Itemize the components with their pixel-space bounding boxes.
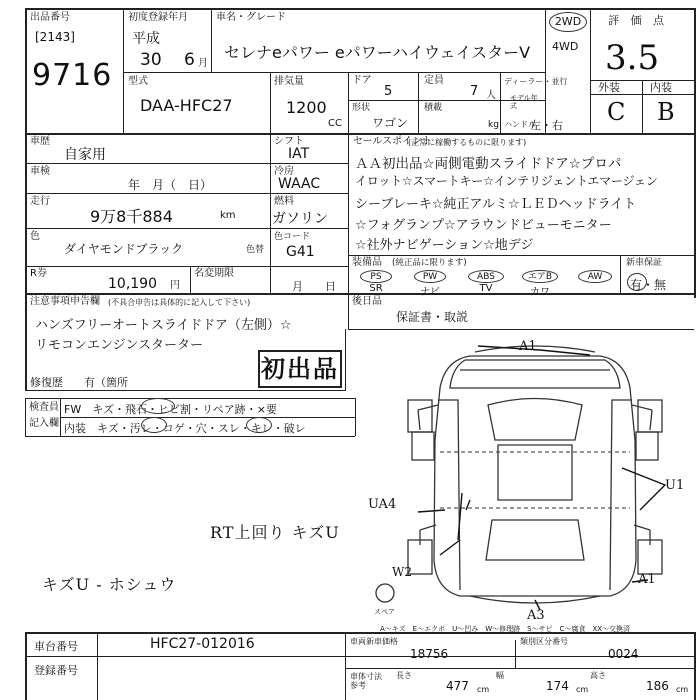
color-code-label: 色コード [274, 232, 311, 242]
inspector-label: 記入欄 [29, 418, 59, 429]
registration-label: 初度登録年月 [128, 12, 188, 23]
mark-a3: A3 [527, 608, 545, 623]
lot-number: 9716 [32, 58, 113, 93]
lot-bracket: [2143] [35, 30, 75, 44]
chassis-value: HFC27-012016 [150, 636, 255, 652]
handle-value: 左・右 [530, 119, 563, 132]
lot-label: 出品番号 [30, 12, 70, 23]
accessories-label: 後日品 [352, 296, 382, 307]
doors-value: 5 [384, 84, 393, 99]
inspector-fw-row: FW キズ・飛石・ヒビ割・リペア跡・×要 [64, 403, 277, 416]
sales-point-line: ☆社外ナビゲーション☆地デジ [355, 238, 534, 253]
name-change-value: 月 日 [292, 280, 336, 293]
model-name-label: 車名・グレード [216, 12, 286, 23]
registration-year: 30 [140, 50, 162, 70]
handwritten-left-note: キズU - ホシュウ [42, 575, 177, 594]
equip-leather: カワ [530, 287, 550, 298]
interior-label: 内装 [650, 81, 672, 94]
mark-a1-top: A1 [519, 339, 537, 354]
width-value: 174 [546, 679, 569, 693]
notes-sub: (不具合申告は具体的に記入して下さい) [108, 298, 251, 307]
accessories-value: 保証書・取説 [396, 310, 469, 324]
mileage-label: 走行 [30, 196, 50, 207]
capacity-unit: 人 [486, 90, 496, 101]
color-change-tag: 色替 [246, 245, 265, 255]
equip-abs: ABS [468, 270, 504, 283]
notes-label: 注意事項申告欄 [30, 296, 100, 307]
original-price-value: 18756 [410, 647, 449, 661]
note-line: リモコンエンジンスターター [35, 338, 203, 353]
inspection-label: 車検 [30, 166, 50, 177]
shape-value: ワゴン [372, 116, 409, 130]
load-label: 積載 [424, 103, 443, 113]
aircon-label: 冷房 [274, 166, 294, 177]
displacement-value: 1200 [286, 98, 327, 117]
sales-point-line: シーブレーキ☆純正アルミ☆ＬＥＤヘッドライト [355, 197, 637, 212]
shape-label: 形状 [352, 103, 371, 113]
equip-airbag: エアB [522, 270, 558, 283]
length-unit: cm [477, 685, 490, 694]
history-label: 車歴 [30, 136, 50, 147]
recycle-label: R券 [30, 268, 47, 279]
chassis-label: 車台番号 [34, 640, 78, 653]
mark-a1-rear: A1 [638, 572, 656, 587]
equip-sr: SR [369, 283, 383, 294]
damage-legend: A～キズ E～エクボ U～凹み W～修理跡 S～サビ C～腐食 XX～交換済 [380, 625, 631, 633]
height-unit: cm [676, 685, 689, 694]
registration-era: 平成 [132, 31, 160, 47]
recycle-unit: 円 [170, 280, 180, 291]
mark-w2: W2 [392, 565, 412, 579]
original-price-label: 車両新車価格 [350, 637, 398, 646]
dimensions-label: 車体寸法 参考 [350, 672, 382, 690]
displacement-label: 排気量 [274, 76, 304, 87]
shift-value: IAT [288, 146, 310, 162]
exterior-grade: C [607, 98, 626, 126]
registration-number-label: 登録番号 [34, 664, 78, 677]
class-no-value: 0024 [608, 647, 639, 661]
repair-value: 有（箇所 [84, 376, 128, 389]
inspection-value: 年 月（ 日） [128, 178, 213, 192]
mark-u1: U1 [665, 478, 685, 493]
equip-navi: ナビ [420, 287, 440, 298]
length-label: 長さ [396, 671, 412, 680]
equip-pw: PW [414, 270, 446, 283]
fuel-label: 燃料 [274, 196, 294, 207]
sales-points-label: セールスポイント [353, 136, 433, 147]
aircon-value: WAAC [278, 176, 321, 192]
month-unit: 月 [198, 58, 208, 69]
warranty-value: 有・無 [630, 278, 667, 292]
registration-month: 6 [184, 50, 195, 70]
mileage-unit: km [220, 210, 236, 221]
grade-label: 評 価 点 [608, 14, 668, 27]
repair-label: 修復歴 [30, 376, 63, 389]
equip-tv: TV [479, 283, 493, 294]
inspector-interior-row: 内装 キズ・汚レ・コゲ・穴・スレ・キレ・破レ [64, 422, 306, 435]
class-no-label: 類別区分番号 [520, 637, 568, 646]
fuel-value: ガソリン [272, 211, 328, 227]
history-value: 自家用 [64, 147, 106, 163]
model-year-label: モデル年式 [510, 94, 538, 110]
sales-point-line: ＡＡ初出品☆両側電動スライドドア☆プロパ [355, 156, 622, 172]
sales-point-line: ☆フォグランプ☆アラウンドビューモニター [355, 218, 612, 233]
width-label: 幅 [496, 671, 504, 680]
dealer-label: ディーラー・並行 [504, 77, 568, 86]
height-value: 186 [646, 679, 669, 693]
load-unit: kg [488, 120, 499, 130]
type-code: DAA-HFC27 [140, 96, 233, 115]
drive-2wd: 2WD [549, 12, 587, 32]
warranty-label: 新車保証 [626, 258, 663, 268]
mileage-value: 9万8千884 [90, 207, 173, 226]
handle-label: ハンドル [504, 120, 536, 129]
recycle-value: 10,190 [108, 276, 157, 292]
height-label: 高さ [590, 671, 606, 680]
type-label: 型式 [128, 76, 148, 87]
note-line: ハンズフリーオートスライドドア（左側）☆ [35, 318, 292, 333]
capacity-value: 7 [470, 84, 479, 99]
displacement-unit: CC [328, 118, 342, 129]
doors-label: ドア [352, 75, 372, 86]
sales-points-note: (正常に稼働するものに限ります) [408, 138, 527, 147]
drive-4wd: 4WD [552, 40, 579, 53]
shift-label: シフト [274, 136, 304, 147]
inspector-label: 検査員 [29, 402, 59, 413]
mark-ua4: UA4 [368, 497, 397, 512]
first-listing-stamp: 初出品 [258, 350, 342, 388]
color-code-value: G41 [286, 244, 315, 260]
handwritten-rt-note: RT上回り キズU [210, 523, 340, 542]
interior-grade: B [657, 98, 675, 126]
equipment-label: 装備品 [352, 257, 382, 268]
equipment-note: (純正品に限ります) [392, 258, 467, 268]
capacity-label: 定員 [424, 75, 444, 86]
spare-label: スペア [374, 608, 395, 616]
color-label: 色 [30, 231, 40, 242]
grade-score: 3.5 [605, 38, 660, 78]
model-name: セレナeパワー eパワーハイウェイスターV [224, 43, 531, 62]
length-value: 477 [446, 679, 469, 693]
equip-ps: PS [360, 270, 392, 283]
sales-point-line: イロット☆スマートキー☆インテリジェントエマージェン [355, 174, 658, 188]
exterior-label: 外装 [598, 81, 620, 94]
width-unit: cm [576, 685, 589, 694]
equip-aw: AW [578, 270, 612, 283]
color-value: ダイヤモンドブラック [64, 242, 184, 256]
name-change-label: 名変期限 [194, 268, 234, 279]
